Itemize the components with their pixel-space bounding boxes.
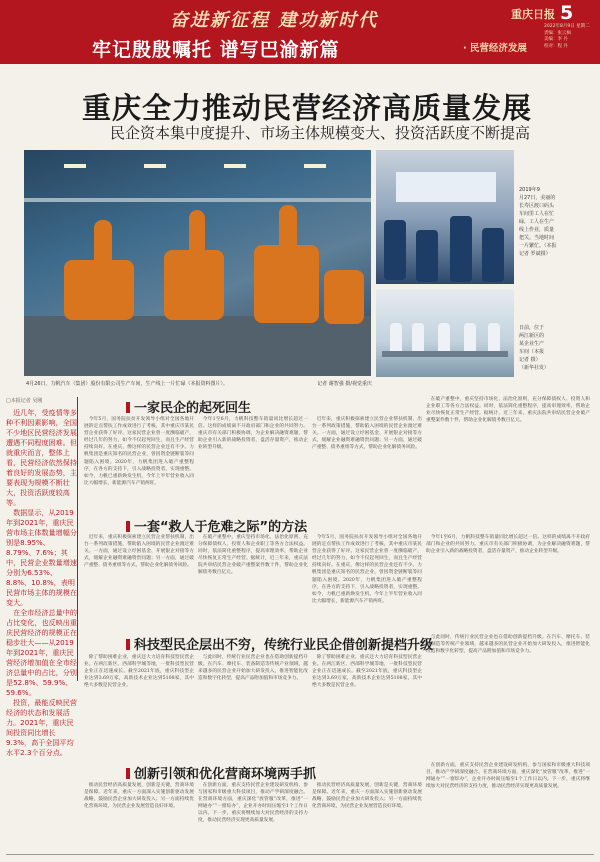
issue-info-line: 责编：张云枫 <box>544 30 571 36</box>
masthead-slogan: 奋进新征程 建功新时代 <box>170 10 379 31</box>
section-marker <box>126 521 130 532</box>
section-title <box>126 516 307 535</box>
body-column: 推动民营经济高质量发展，创新是关键，营商环境是保障。近年来，重庆一方面深入实施创新驱动发展战略，鼓励民营企业加大研发投入；另一方面持续优化营商环境，为民营企业发展营造良好环境。 <box>84 783 194 810</box>
body-column: 在创新方面，重庆支持民营企业建设研发机构，参与国家和市级重大科技项目，推动产学研深度融合。在营商环境方面，重庆深化“放管服”改革，推进“一网通办”“一窗综办”，企业开办时间压缩至1个工作日以内。下一步，重庆将继续加大对民营经济的支持力度，推动民营经济实现更高质量发展。 <box>198 783 308 824</box>
section-title <box>126 763 316 782</box>
photo-detail <box>384 220 406 280</box>
section-marker <box>126 402 130 413</box>
photo-detail <box>396 172 496 202</box>
caption-line: 线上作业，质量 <box>519 227 555 233</box>
side-bottom-caption <box>519 324 577 372</box>
caption-line: （新华社发） <box>519 365 550 371</box>
body-column: 在破产重整中，重庆坚持市场化、法治化原则，充分保障债权人、投资人和企业职工等各方合法权益。同时，依法简化重整程序，提高审理效率，帮助企业尽快恢复正常生产经营。据统计，近三年来，重庆法院共审结民营企业破产重整案件数十件，帮助企业化解债务数百亿元。 <box>426 397 590 424</box>
intro-paragraph: 在全市经济总量中的占比变化，也反映出重庆民营经济的规模正在稳步壮大——从2019年到2021年，重庆民营经济增加值在全市经济总量中的占比，分别是52.8%、59.9%、59.6%。 <box>6 608 77 697</box>
body-column: 近年来，重庆积极探索建立民营企业帮扶机制，出台一系列政策措施，帮助陷入困境的民营企业渡过难关。一方面，通过设立纾困基金、开展银企对接等方式，缓解企业融资难融资贵问题；另一方面，通过破产重整、债务重组等方式，帮助企业化解债务风险。 <box>312 417 422 451</box>
issue-info-line: 2022年8月9日 星期二 <box>544 24 590 29</box>
caption-line: 月27日，美丽的 <box>519 195 556 201</box>
theme-title: 牢记殷殷嘱托 谱写巴渝新篇 <box>92 39 340 61</box>
section-title-text: 一家民企的起死回生 <box>134 401 252 416</box>
photo-detail <box>24 316 371 376</box>
body-column: 近年来，重庆积极探索建立民营企业帮扶机制，出台一系列政策措施，帮助陷入困境的民营企业渡过难关。一方面，通过设立纾困基金、开展银企对接等方式，缓解企业融资难融资贵问题；另一方面，通过破产重整、债务重组等方式，帮助企业化解债务风险。 <box>84 535 194 569</box>
column-tag: · 民营经济发展 <box>463 43 527 54</box>
photo-detail <box>450 216 472 282</box>
caption-line: 日前，位于 <box>519 325 545 331</box>
issue-info-line: 美编：李 丹 <box>544 37 568 42</box>
robot-arm <box>324 270 364 324</box>
intro-paragraph: 数据显示，从2019年到2021年，重庆民营市场主体数量增幅分别是8.95%、8.79%、7.6%；其中，民营企业数量增速分别为6.53%、8.8%、10.8%，表明民营市场主体的规模在变大。 <box>6 508 77 607</box>
caption-line: 某企业生产 <box>519 341 545 347</box>
caption-line: 记者 摄） <box>519 357 541 363</box>
article-headline: 重庆全力推动民营经济高质量发展 <box>82 91 533 125</box>
side-top-caption <box>519 186 577 258</box>
body-column: 今年1至6月，力帆科技整车销量同比增长超过一倍。这样的成绩离不开政府部门和企业的共同努力。重庆市有关部门积极协调，为企业解决融资难题，帮助企业引入新的战略投资者，盘活存量资产，推动企业转型升级。 <box>198 417 308 451</box>
body-column: 今年5月，国务院扶贫开发领导小组对全国各地开展的定点帮扶工作成效进行了考核，其中重庆市某民营企业获得了好评。这家民营企业曾一度濒临破产，经过几年的努力，如今不仅起死回生，而且生产经营持续向好。在重庆，像这样的民营企业还有不少。力帆集团是重庆知名的民营企业，曾因资金链断裂等问题陷入困境。2020年，力帆集团进入破产重整程序，在各方的支持下，引入战略投资者，实现重整。如今，力帆已重新焕发生机，今年上半年营业收入同比大幅增长，新能源汽车产销两旺。 <box>84 417 194 486</box>
caption-line: 长寿区渡口码头 <box>519 203 555 209</box>
workshop-photo <box>376 150 514 284</box>
intro-paragraph: 投资，最能反映民营经济的状态和发展活力。2021年，重庆民间投资同比增长9.3%，高于全国平均水平2.3个百分点。 <box>6 698 77 757</box>
photo-detail <box>24 198 371 202</box>
intro-paragraph: 近几年，受疫情等多种不利因素影响，全国不少地区民营经济发展遭遇不同程度困难。但就重庆而言，整体上看，民营经济依然保持着良好的发展态势，主要表现为规模不断壮大，投资活跃度较高等。 <box>6 408 77 507</box>
caption-line: 2019年9 <box>519 187 540 193</box>
body-column: 除了帮助困难企业，重庆还大力培育科技型民营企业。在两江新区、西部科学城等地，一批科技型民营企业正在迅速成长。截至2021年底，重庆科技型企业达到3.69万家，高新技术企业达到5108家，其中绝大多数是民营企业。 <box>312 655 422 689</box>
caption-line: 一片繁忙。（本报 <box>519 243 557 249</box>
section-title-text: 一套“救人于危难之际”的方法 <box>134 520 308 535</box>
byline: □本报记者 吴刚 <box>6 398 43 404</box>
factory-robot-photo <box>24 150 371 376</box>
section-title-text: 科技型民企层出不穷，传统行业民企借创新提档升级 <box>134 638 434 653</box>
paper-name: 重庆日报 <box>511 8 555 21</box>
robot-arm <box>164 250 224 320</box>
robot-arm <box>94 220 112 275</box>
body-column: 今年1至6月，力帆科技整车销量同比增长超过一倍。这样的成绩离不开政府部门和企业的共同努力。重庆市有关部门积极协调，为企业解决融资难题，帮助企业引入新的战略投资者，盘活存量资产，推动企业转型升级。 <box>426 535 590 555</box>
lab-photo <box>376 289 514 377</box>
robot-arm <box>279 205 297 257</box>
intro-text <box>6 408 77 758</box>
article-subheadline: 民企资本集中度提升、市场主体规模变大、投资活跃度不断提高 <box>110 124 531 142</box>
caption-line: 碌，工人在生产 <box>519 219 555 225</box>
section-title <box>126 397 251 416</box>
caption-line: 两江新区的 <box>519 333 545 339</box>
photo-detail <box>304 164 326 168</box>
body-column: 在破产重整中，重庆坚持市场化、法治化原则，充分保障债权人、投资人和企业职工等各方合法权益。同时，依法简化重整程序，提高审理效率，帮助企业尽快恢复正常生产经营。据统计，近三年来，重庆法院共审结民营企业破产重整案件数十件，帮助企业化解债务数百亿元。 <box>198 535 308 576</box>
body-column: 推动民营经济高质量发展，创新是关键，营商环境是保障。近年来，重庆一方面深入实施创新驱动发展战略，鼓励民营企业加大研发投入；另一方面持续优化营商环境，为民营企业发展营造良好环境。 <box>312 783 422 810</box>
intro-sidebar <box>6 397 78 757</box>
main-photo-caption <box>26 380 372 387</box>
issue-info-line: 校对：程 丹 <box>544 43 568 49</box>
photo-detail <box>482 228 504 282</box>
photo-detail <box>224 164 246 168</box>
caption-line: 车间（本报 <box>519 349 545 355</box>
body-column: 除了帮助困难企业，重庆还大力培育科技型民营企业。在两江新区、西部科学城等地，一批科技型民营企业正在迅速成长。截至2021年底，重庆科技型企业达到3.69万家，高新技术企业达到5108家，其中绝大多数是民营企业。 <box>84 655 194 689</box>
photo-credit: 记者 谢智强 摄/视觉重庆 <box>317 381 372 387</box>
body-column: 与此同时，传统行业民营企业也在借助创新提档升级。在汽车、摩托车、装备制造等传统产业领域，越来越多的民营企业开始加大研发投入，推进智能化改造和数字化转型，提高产品附加值和市场竞争力。 <box>198 655 308 682</box>
section-title <box>126 634 433 653</box>
photo-detail <box>416 230 438 282</box>
footer-rule <box>6 854 594 855</box>
photo-detail <box>64 164 86 168</box>
section-marker <box>126 639 130 650</box>
body-column: 与此同时，传统行业民营企业也在借助创新提档升级。在汽车、摩托车、装备制造等传统产业领域，越来越多的民营企业开始加大研发投入，推进智能化改造和数字化转型，提高产品附加值和市场竞争力。 <box>426 635 590 655</box>
caption-line: 记者 罗斌摄） <box>519 251 551 257</box>
body-column: 今年5月，国务院扶贫开发领导小组对全国各地开展的定点帮扶工作成效进行了考核，其中重庆市某民营企业获得了好评。这家民营企业曾一度濒临破产，经过几年的努力，如今不仅起死回生，而且生产经营持续向好。在重庆，像这样的民营企业还有不少。力帆集团是重庆知名的民营企业，曾因资金链断裂等问题陷入困境。2020年，力帆集团进入破产重整程序，在各方的支持下，引入战略投资者，实现重整。如今，力帆已重新焕发生机，今年上半年营业收入同比大幅增长，新能源汽车产销两旺。 <box>312 535 422 604</box>
caption-text: 4月26日，力帆汽车（集团）股份有限公司生产车间，生产线上一片忙碌（本报资料图片）。 <box>26 381 229 387</box>
caption-line: 车间里工人在忙 <box>519 211 555 217</box>
page-number: 5 <box>560 2 574 24</box>
caption-line: 把关。当地时间 <box>519 235 555 241</box>
section-marker <box>126 768 130 779</box>
photo-detail <box>144 164 166 168</box>
robot-arm <box>189 210 205 260</box>
body-column: 在创新方面，重庆支持民营企业建设研发机构，参与国家和市级重大科技项目，推动产学研深度融合。在营商环境方面，重庆深化“放管服”改革，推进“一网通办”“一窗综办”，企业开办时间压缩至1个工作日以内。下一步，重庆将继续加大对民营经济的支持力度，推动民营经济实现更高质量发展。 <box>426 763 590 790</box>
photo-detail <box>382 351 508 357</box>
section-title-text: 创新引领和优化营商环境两手抓 <box>134 767 317 782</box>
issue-info <box>544 24 598 50</box>
